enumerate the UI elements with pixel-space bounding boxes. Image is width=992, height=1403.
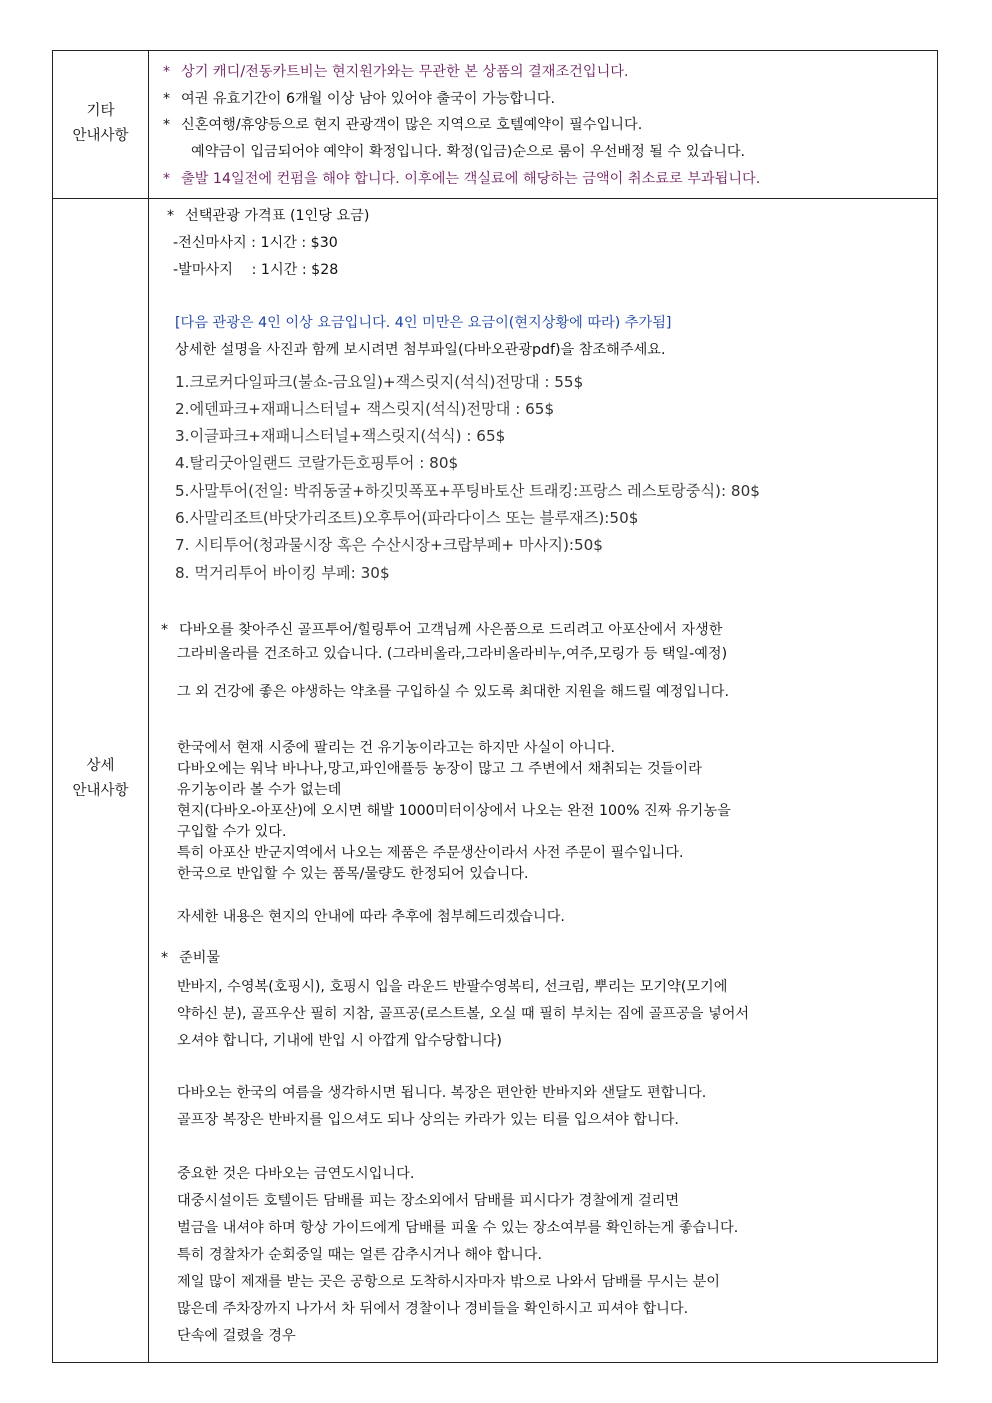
- prep-line: 약하신 분), 골프우산 필히 지참, 골프공(로스트볼, 오실 때 필히 부치는 짐에 골프공을 넣어서: [177, 1006, 750, 1022]
- heading-line: 안내사항: [72, 128, 129, 144]
- tour-item: 2.에덴파크+재패니스터널+ 잭스릿지(석식)전망대 : 65$: [175, 400, 555, 418]
- note-line: [163, 168, 760, 188]
- gift-text: 다바오를 찾아주신 골프투어/힐링투어 고객님께 사은품으로 드리려고 아포산에서 자생한: [179, 622, 723, 638]
- prep-line: 반바지, 수영복(호핑시), 호핑시 입을 라운드 반팔수영복티, 선크림, 뿌리는 모기약(모기에: [177, 979, 728, 995]
- note-text: 상기 캐디/전동카트비는 현지원가와는 무관한 본 상품의 결재조건입니다.: [181, 64, 629, 80]
- tour-item: 1.크로커다일파크(불쇼-금요일)+잭스릿지(석식)전망대 : 55$: [175, 373, 584, 391]
- organic-line: 다바오에는 워낙 바나나,망고,파인애플등 농장이 많고 그 주변에서 채취되는 것들이라: [177, 761, 702, 777]
- tour-item: 6.사말리조트(바닷가리조트)오후투어(파라다이스 또는 블루재즈):50$: [175, 509, 639, 527]
- tour-item: 7. 시티투어(청과물시장 혹은 수산시장+크랍부페+ 마사지):50$: [175, 536, 603, 554]
- smoke-line: 제일 많이 제재를 받는 곳은 공항으로 도착하시자마자 밖으로 나와서 담배를 무시는 분이: [177, 1274, 720, 1290]
- section-heading-other: [53, 99, 148, 149]
- smoke-line: 대중시설이든 호텔이든 담배를 피는 장소외에서 담배를 피시다가 경찰에게 걸리면: [177, 1193, 680, 1209]
- tour-item: 5.사말투어(전일: 박쥐동굴+하깃밋폭포+푸팅바토산 트래킹:프랑스 레스토랑중식): 80$: [175, 482, 760, 500]
- prep-line: 오셔야 합니다, 기내에 반입 시 아깝게 압수당합니다): [177, 1033, 502, 1049]
- organic-line: 한국에서 현재 시중에 팔리는 건 유기농이라고는 하지만 사실이 아니다.: [177, 740, 616, 756]
- info-table: [52, 50, 938, 1363]
- organic-line: 구입할 수가 있다.: [177, 824, 287, 840]
- bullet-star: *: [167, 208, 175, 224]
- smoke-line: 벌금을 내셔야 하며 항상 가이드에게 담배를 피울 수 있는 장소여부를 확인하는게 좋습니다.: [177, 1220, 739, 1236]
- weather-line: 다바오는 한국의 여름을 생각하시면 됩니다. 복장은 편안한 반바지와 샌달도 편합니다.: [177, 1085, 707, 1101]
- organic-line: 한국으로 반입할 수 있는 품목/물량도 한정되어 있습니다.: [177, 866, 529, 882]
- tour-notice: [다음 관광은 4인 이상 요금입니다. 4인 미만은 요금이(현지상황에 따라) 추가됨]: [175, 315, 672, 331]
- bullet-star: *: [163, 117, 171, 133]
- smoke-line: 많은데 주차장까지 나가서 차 뒤에서 경찰이나 경비들을 확인하시고 피셔야 합니다.: [177, 1301, 689, 1317]
- bullet-star: *: [163, 64, 171, 80]
- bullet-star: *: [163, 91, 171, 107]
- tour-item: 8. 먹거리투어 바이킹 부페: 30$: [175, 564, 390, 582]
- prep-title-text: 준비물: [179, 950, 221, 966]
- note-text: 신혼여행/휴양등으로 현지 관광객이 많은 지역으로 호텔예약이 필수입니다.: [181, 117, 643, 133]
- detail-notes-cell: [149, 199, 937, 1362]
- note-text: 여권 유효기간이 6개월 이상 남아 있어야 출국이 가능합니다.: [181, 91, 556, 107]
- gift-line: [161, 619, 722, 639]
- section-heading-detail: [53, 754, 148, 804]
- organic-line: 특히 아포산 반군지역에서 나오는 제품은 주문생산이라서 사전 주문이 필수입니다.: [177, 845, 684, 861]
- note-line: [163, 114, 642, 134]
- note-line: 예약금이 입금되어야 예약이 확정입니다. 확정(입금)순으로 룸이 우선배정 될 수 있습니다.: [191, 144, 746, 160]
- price-item: -전신마사지 : 1시간 : $30: [173, 235, 338, 251]
- smoke-line: 단속에 걸렸을 경우: [177, 1328, 296, 1344]
- bullet-star: *: [163, 171, 171, 187]
- smoke-line: 중요한 것은 다바오는 금연도시입니다.: [177, 1166, 415, 1182]
- heading-line: 상세: [86, 758, 115, 774]
- weather-line: 골프장 복장은 반바지를 입으셔도 되나 상의는 카라가 있는 티를 입으셔야 합니다.: [177, 1112, 679, 1128]
- bullet-star: *: [161, 622, 169, 638]
- heading-line: 안내사항: [72, 783, 129, 799]
- gift-extra: 그 외 건강에 좋은 야생하는 약초를 구입하실 수 있도록 최대한 지원을 해드릴 예정입니다.: [177, 684, 730, 700]
- tour-item: 3.이글파크+재패니스터널+잭스릿지(석식) : 65$: [175, 427, 506, 445]
- bullet-star: *: [161, 950, 169, 966]
- price-title: [167, 205, 369, 225]
- organic-line: 유기농이라 볼 수가 없는데: [177, 782, 342, 798]
- tour-notice-sub: 상세한 설명을 사진과 함께 보시려면 첨부파일(다바오관광pdf)을 참조해주세요.: [175, 342, 666, 358]
- heading-line: 기타: [86, 103, 115, 119]
- note-text: 출발 14일전에 컨펌을 해야 합니다. 이후에는 객실료에 해당하는 금액이 취소료로 부과됩니다.: [181, 171, 761, 187]
- gift-line: 그라비올라를 건조하고 있습니다. (그라비올라,그라비올라비누,여주,모링가 등 택일-예정): [177, 646, 728, 662]
- tour-item: 4.탈리굿아일랜드 코랄가든호핑투어 : 80$: [175, 454, 459, 472]
- price-title-text: 선택관광 가격표 (1인당 요금): [185, 208, 370, 224]
- note-line: [163, 61, 629, 81]
- price-item: -발마사지 : 1시간 : $28: [173, 262, 339, 278]
- prep-title: [161, 947, 220, 967]
- note-line: [163, 88, 555, 108]
- organic-line: 현지(다바오-아포산)에 오시면 해발 1000미터이상에서 나오는 완전 100% 진짜 유기농을: [177, 803, 731, 819]
- detail-note: 자세한 내용은 현지의 안내에 따라 추후에 첨부헤드리겠습니다.: [177, 909, 565, 925]
- other-notes-cell: [149, 51, 937, 198]
- smoke-line: 특히 경찰차가 순회중일 때는 얼른 감추시거나 해야 합니다.: [177, 1247, 543, 1263]
